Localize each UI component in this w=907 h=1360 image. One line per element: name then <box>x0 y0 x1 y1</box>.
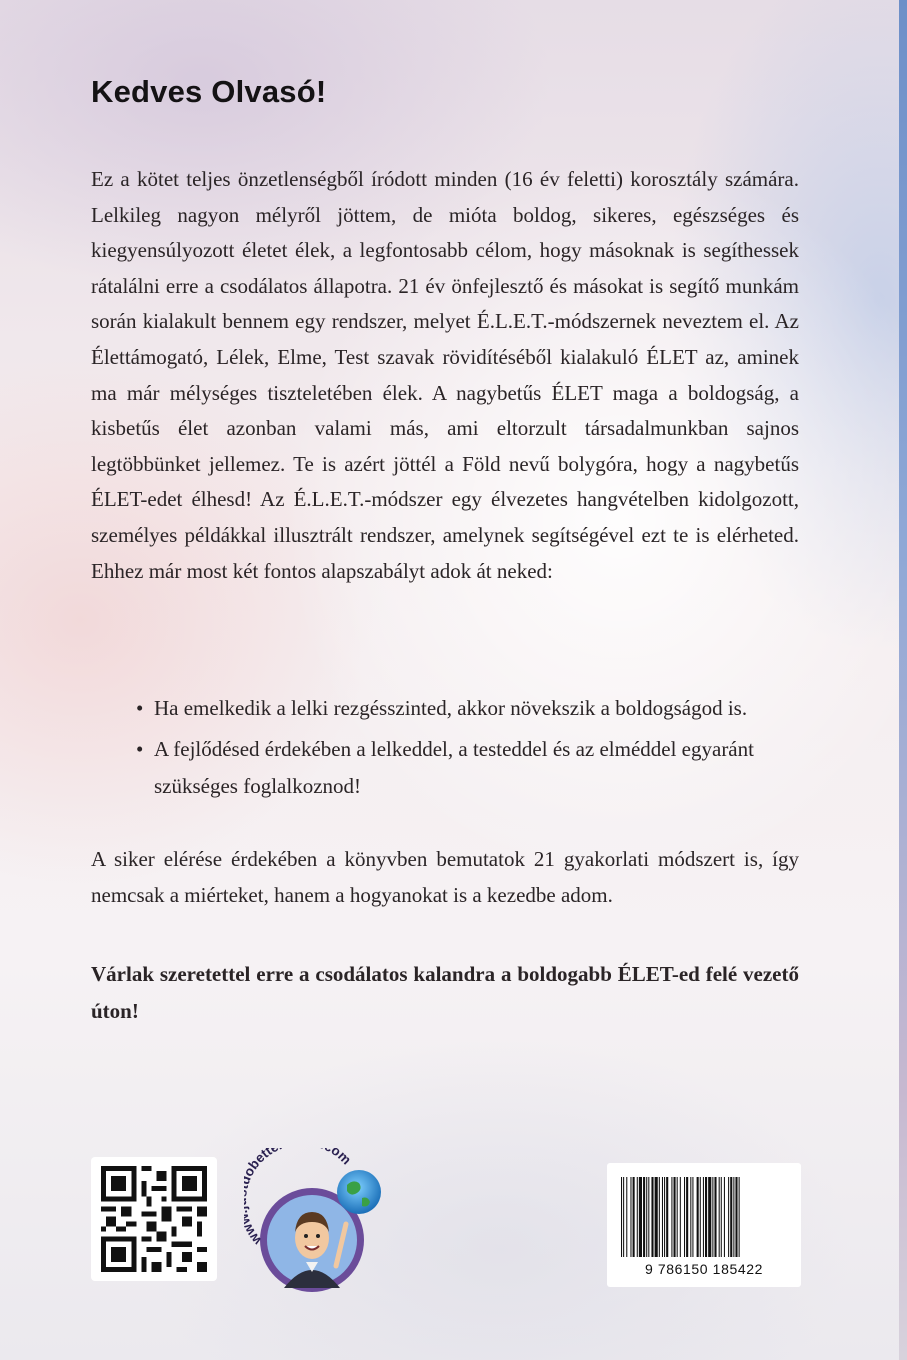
barcode-bar <box>633 1177 635 1257</box>
barcode-bar <box>677 1177 678 1257</box>
barcode-bar <box>671 1177 672 1257</box>
barcode-bar <box>686 1177 688 1257</box>
barcode-bar <box>664 1177 665 1257</box>
isbn-number: 9 786150 185422 <box>645 1261 763 1277</box>
right-edge-strip <box>899 0 907 1360</box>
barcode-bar <box>623 1177 624 1257</box>
barcode-bar <box>724 1177 725 1257</box>
barcode-bar <box>690 1177 691 1257</box>
barcode-bar <box>674 1177 676 1257</box>
closing-paragraph: Várlak szeretettel erre a csodálatos kalandra a boldogabb ÉLET-ed felé vezető úton! <box>91 962 799 1023</box>
barcode-bar <box>659 1177 660 1257</box>
rule-item: • Ha emelkedik a lelki rezgésszinted, akkor növekszik a boldogságod is. <box>132 690 812 727</box>
barcode-bar <box>684 1177 685 1257</box>
barcode-bar <box>662 1177 663 1257</box>
barcode-bar <box>621 1177 622 1257</box>
barcode-bar <box>646 1177 647 1257</box>
barcode-bar <box>733 1177 734 1257</box>
barcode-bar <box>692 1177 693 1257</box>
barcode-icon <box>621 1177 787 1257</box>
intro-paragraph: Ez a kötet teljes önzetlenségből íródott minden (16 év feletti) korosztály számára. Lelkileg nagyon mélyről jöttem, de mióta boldog, sikeres, egészséges és kiegyensúlyozott életet élek, a legfontosabb célom, hogy másoknak is segíthessek rátalálni erre a csodálatos állapotra. 21 év önfejlesztő és másokat is segítő munkám során kialakult bennem egy rendszer, melyet É.L.E.T.-módszernek neveztem el. Az Élettámogató, Lélek, Elme, Test szavak rövidítéséből kialakuló ÉLET az, aminek ma már mélységes tiszteletében élek. A nagybetűs ÉLET maga a boldogság, a kisbetűs élet azonban valami más, ami eltorzult társadalmunkban sajnos legtöbbünket jellemez. Te is azért jöttél a Föld nevű bolygóra, hogy a nagybetűs ÉLET-edet élhesd! Az É.L.E.T.-módszer egy élvezetes hangvételben kidolgozott, személyes példákkal illusztrált rendszer, amelynek segítségével ezt te is elérheted. Ehhez már most két fontos alapszabályt adok át neked: <box>91 167 799 583</box>
globe-icon <box>337 1170 381 1214</box>
barcode-bar <box>637 1177 638 1257</box>
rule-item: • A fejlődésed érdekében a lelkeddel, a testeddel és az elméddel egyaránt szükséges foglalkoznod! <box>132 731 812 805</box>
barcode-bar <box>651 1177 653 1257</box>
barcode-bar <box>655 1177 658 1257</box>
qr-code-icon <box>101 1165 207 1273</box>
barcode-bar <box>730 1177 732 1257</box>
barcode-bar <box>630 1177 631 1257</box>
website-logo <box>244 1148 388 1304</box>
barcode-bar <box>705 1177 707 1257</box>
methods-paragraph: A siker elérése érdekében a könyvben bemutatok 21 gyakorlati módszert is, így nemcsak a miérteket, hanem a hogyanokat is a kezedbe adom. <box>91 847 799 907</box>
isbn-barcode <box>607 1163 801 1287</box>
barcode-bar <box>712 1177 713 1257</box>
barcode-bar <box>639 1177 642 1257</box>
barcode-bar <box>666 1177 668 1257</box>
qr-code <box>91 1157 217 1281</box>
barcode-bar <box>708 1177 711 1257</box>
barcode-bar <box>648 1177 649 1257</box>
barcode-bar <box>643 1177 645 1257</box>
barcode-bar <box>721 1177 722 1257</box>
barcode-bar <box>703 1177 704 1257</box>
rules-list <box>132 690 812 809</box>
barcode-bar <box>700 1177 701 1257</box>
barcode-bar <box>739 1177 740 1257</box>
barcode-bar <box>714 1177 716 1257</box>
page-title: Kedves Olvasó! <box>91 74 327 109</box>
barcode-bar <box>680 1177 681 1257</box>
barcode-bar <box>728 1177 729 1257</box>
logo-url-text: w bett om <box>245 1148 355 1248</box>
barcode-bar <box>626 1177 627 1257</box>
barcode-bar <box>719 1177 720 1257</box>
barcode-bar <box>735 1177 737 1257</box>
barcode-bar <box>697 1177 699 1257</box>
